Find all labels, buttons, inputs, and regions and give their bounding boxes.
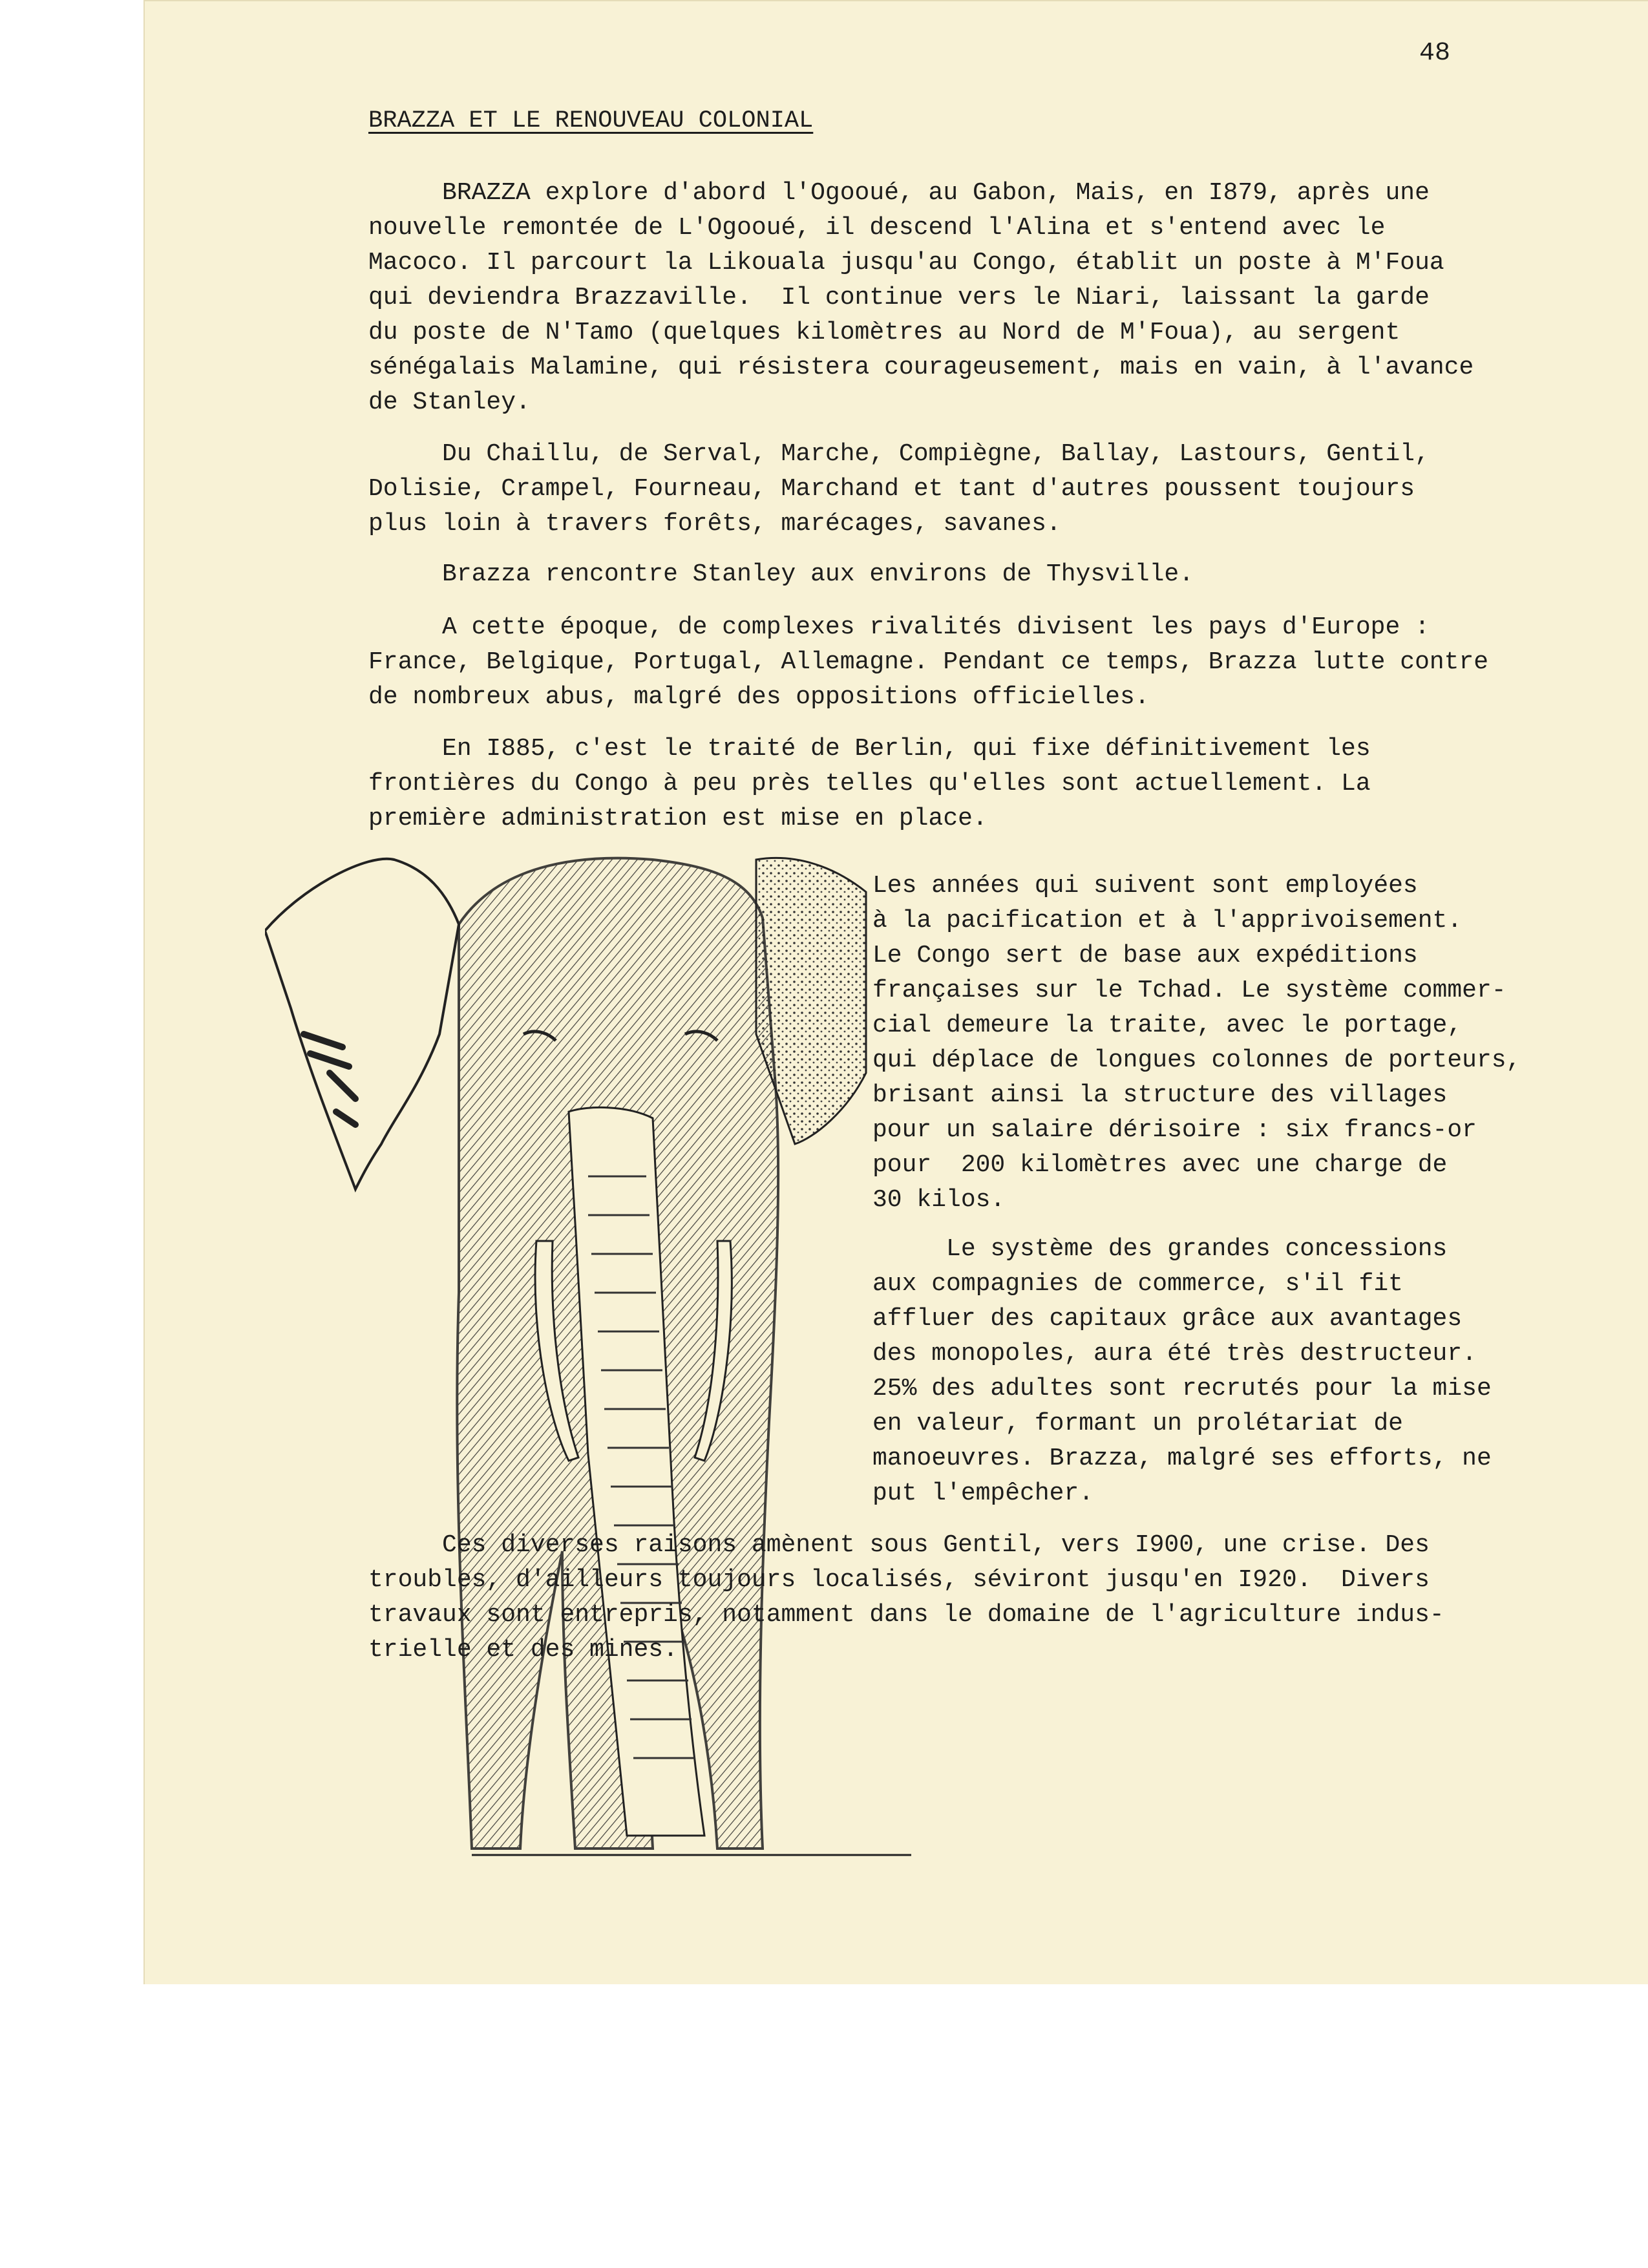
paragraph-4: A cette époque, de complexes rivalités divisent les pays d'Europe : France, Belgique, Portugal, Allemagne. Pendant ce temps, Brazza lutte contre de nombreux abus, malgré des oppositions officielles. (368, 613, 1489, 711)
paragraph-5: En I885, c'est le traité de Berlin, qui fixe définitivement les frontières du Congo à peu près telles qu'elles sont actuellement. La première administration est mise en place. (368, 735, 1371, 832)
page-title: BRAZZA ET LE RENOUVEAU COLONIAL (368, 107, 814, 134)
paragraph-8: Ces diverses raisons amènent sous Gentil, vers I900, une crise. Des troubles, d'ailleurs toujours localisés, séviront jusqu'en I920. Divers travaux sont entrepris, notamment dans le domaine de l'agriculture indus- trielle et des mines. (368, 1531, 1444, 1664)
elephant-illustration (265, 840, 944, 1887)
paragraph-1: BRAZZA explore d'abord l'Ogooué, au Gabon, Mais, en I879, après une nouvelle remontée de L'Ogooué, il descend l'Alina et s'entend avec le Macoco. Il parcourt la Likouala jusqu'au Congo, établit un poste à M'Foua qui deviendra Brazzaville. Il continue vers le Niari, laissant la garde du poste de N'Tamo (quelques kilomètres au Nord de M'Foua), au sergent sénégalais Malamine, qui résistera courageusement, mais en vain, à l'avance de Stanley. (368, 179, 1474, 416)
page-number: 48 (1419, 39, 1451, 68)
paragraph-3: Brazza rencontre Stanley aux environs de Thysville. (368, 560, 1194, 588)
paragraph-7: Le système des grandes concessions aux compagnies de commerce, s'il fit affluer des capitaux grâce aux avantages des monopoles, aura été très destructeur. 25% des adultes sont recrutés pour la mise en valeur, formant un prolétariat de manoeuvres. Brazza, malgré ses efforts, ne put l'empêcher. (872, 1235, 1492, 1507)
paragraph-2: Du Chaillu, de Serval, Marche, Compiègne, Ballay, Lastours, Gentil, Dolisie, Crampel, Fourneau, Marchand et tant d'autres poussent toujours plus loin à travers forêts, marécages, savanes. (368, 440, 1430, 538)
paragraph-6: Les années qui suivent sont employées à la pacification et à l'apprivoisement. Le Congo sert de base aux expéditions françaises sur le Tchad. Le système commer- cial demeure la traite, avec le portage, qui déplace de longues colonnes de porteurs, brisant ainsi la structure des villages pour un salaire dérisoire : six francs-or pour 200 kilomètres avec une charge de 30 kilos. (872, 872, 1521, 1214)
